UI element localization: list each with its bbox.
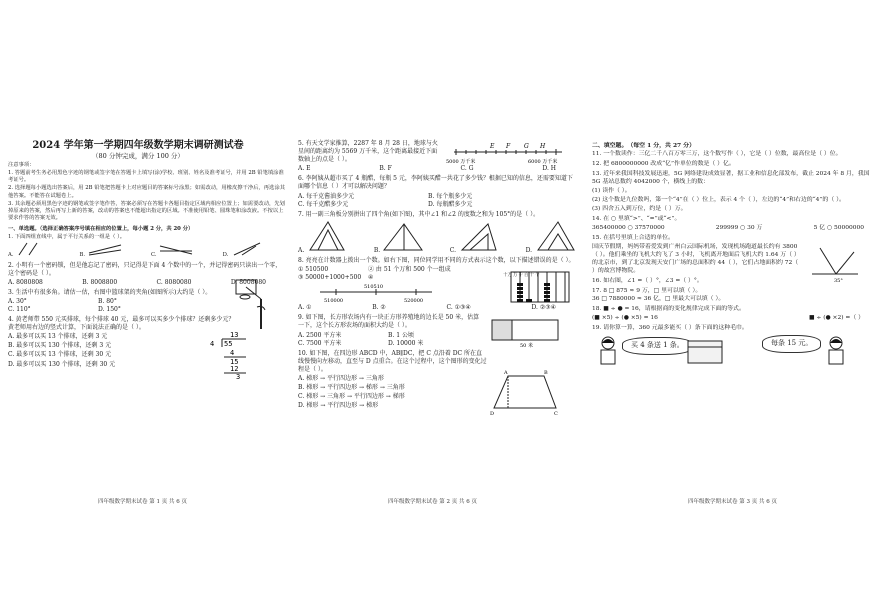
- page-1-column: [8, 162, 286, 381]
- option-c[interactable]: C. 8080080: [156, 278, 192, 286]
- point-label: F: [506, 143, 511, 150]
- question-text: 18. ■ ÷ ● = 16，请根据商的变化规律完成下面的等式。: [592, 306, 745, 313]
- option-d[interactable]: D. 梯形 → 平行四边形 → 梯形: [298, 402, 379, 410]
- vertex-label: C: [554, 410, 558, 416]
- svg-text:12: 12: [230, 365, 239, 374]
- option-b[interactable]: B.: [79, 242, 122, 259]
- speech-bubble: 买 4 条送 1 条。: [622, 337, 693, 354]
- triangle-ruler-icon: [382, 220, 424, 252]
- option-row: [298, 165, 576, 173]
- shopkeeper-figure-icon: [824, 335, 848, 369]
- option-d[interactable]: D.: [526, 220, 576, 255]
- axis-label: 510510: [364, 284, 384, 291]
- axis-label: 6000 万千米: [528, 159, 558, 165]
- svg-text:55: 55: [224, 340, 233, 349]
- notice-item: 2. 选择题每小题选出答案后，用 2B 铅笔把答题卡上对应题目的答案标号涂黑；如需改动，用橡皮擦干净后，再选涂其他答案。不能答在试题卷上。: [8, 185, 285, 199]
- question-17: [592, 288, 870, 305]
- point-label: E: [490, 143, 495, 150]
- question-text: 5. 有天文学家推算，2287 年 8 月 28 日，地球与火星间的距离约为 5569 万千米，这个距离最接近下面数轴上的点是（ ）。: [298, 140, 438, 164]
- angle-label: 35°: [834, 277, 843, 284]
- compare-row: [592, 225, 870, 233]
- question-text: 8. 亮亮在计数器上拨出一个数。如右下图，同位同学用不同的方式表示这个数，以下描述错误的是（ ）。: [298, 256, 575, 264]
- question-14: [592, 216, 870, 233]
- compare-item[interactable]: 299999 ○ 30 万: [715, 224, 763, 231]
- question-11: 11. 一个数读作：三亿二千八百万零三万，这个数写作（ ），它是（ ）位数，最高位是（ ）位。: [592, 150, 842, 157]
- farm-rectangle-figure: [490, 318, 570, 348]
- statement-list: [298, 266, 513, 282]
- question-text: 16. 如右图，∠1 =（ ）°，∠3 =（ ）°。: [592, 277, 703, 284]
- speech-bubble: 每条 15 元。: [762, 335, 821, 352]
- place-value-header: [503, 273, 540, 279]
- option-b[interactable]: B. 每个瓶多少元: [428, 192, 473, 200]
- question-text: 3. 生活中有很多角。请估一估，右图中篮球架的夹角(如图所示)大约是（ ）。: [8, 288, 212, 296]
- sub-question: (2) 这个数是九位数吗，第一个“4”在（ ）位上，表示 4 个（ ），左边的“4”和右边的“4”的（ ）。: [592, 196, 845, 203]
- number-line-figure: [316, 282, 436, 304]
- question-8: [298, 257, 576, 312]
- svg-text:13: 13: [230, 331, 239, 340]
- option-b[interactable]: B. 梯形 → 平行四边形 → 梯形 → 三角形: [298, 384, 405, 392]
- question-16: [592, 278, 870, 286]
- option-c[interactable]: C. ①③④: [446, 304, 471, 312]
- place-label: 十: [529, 272, 534, 278]
- svg-text:4: 4: [210, 340, 215, 349]
- section-heading: 一、单选题。（选择正确答案序号填在相应的位置上，每小题 2 分，共 20 分）: [8, 226, 194, 233]
- option-grid: [298, 193, 576, 209]
- question-text: 2. 小明有一个密码锁，但是他忘记了密码，只记得是下面 4 个数中的一个，并记得密码只读出一个零，这个密码是（ ）。: [8, 261, 282, 277]
- option-d[interactable]: D. 8008080: [230, 278, 266, 286]
- question-text: 13. 近年来我国科技发展迅速，5G 网络建设成效显著，据工业和信息化部发布，截止 2024 年 8 月，我国 5G 基站总数约 4042000 个，横线上的数：: [592, 170, 870, 185]
- option-b[interactable]: B. 最多可以买 130 个排球，还剩 3 元: [8, 342, 112, 350]
- option-d[interactable]: D. 最多可以买 130 个排球，还剩 30 元: [8, 360, 116, 368]
- triangle-ruler-icon: [306, 220, 348, 252]
- question-12: 12. 把 6800000000 改成“亿”作单位的数是（ ）亿。: [592, 160, 735, 167]
- line-pair-icon: [158, 242, 194, 256]
- statement: ③ 50000+1000+500: [298, 274, 362, 282]
- option-c[interactable]: C. G: [460, 165, 474, 173]
- option-a[interactable]: A. 梯形 → 平行四边形 → 三角形: [298, 374, 384, 382]
- page-3-column: [592, 140, 870, 377]
- option-a[interactable]: A.: [8, 242, 51, 259]
- question-6: [298, 175, 576, 208]
- question-18: [592, 306, 870, 323]
- question-text: 1. 下面四组直线中，属于平行关系的一组是（ ）。: [8, 234, 126, 241]
- triangle-ruler-icon: [458, 220, 500, 252]
- question-13: [592, 171, 870, 214]
- question-19: [592, 325, 870, 375]
- svg-text:3: 3: [236, 373, 241, 381]
- axis-label: 510000: [324, 298, 344, 305]
- option-a[interactable]: A. 30°: [8, 297, 27, 305]
- sub-question: (3) 四舍五入到万位，约是（ ）万。: [592, 205, 687, 212]
- child-figure-icon: [596, 335, 620, 369]
- option-c[interactable]: C. 110°: [8, 306, 31, 314]
- question-text: 17. 8 □ 875 ≈ 9 万，□ 里可以填（ ）。: [592, 287, 702, 294]
- question-text: 4. 黄老师带 550 元买排球，每个排球 40 元，最多可以买多少个排球？还剩多少元？ 黄老师用右边的竖式计算，下面说法正确的是（ ）。: [8, 316, 235, 332]
- equation[interactable]: ■ ÷ (● ×2) =（ ）: [808, 315, 864, 322]
- place-label: 百: [524, 272, 529, 278]
- notice-item: 1. 答题前考生务必用黑色字迹的钢笔或签字笔在答题卡上填写(涂)学校、班别、姓名及准考证号，并用 2B 铅笔填涂准考证号。: [8, 170, 284, 184]
- statement: ④: [368, 274, 374, 282]
- compare-item[interactable]: 5 亿 ○ 50000000: [813, 224, 864, 231]
- page-title: 2024 学年第一学期四年级数学期末调研测试卷: [32, 140, 244, 151]
- option-c[interactable]: C.: [450, 220, 500, 255]
- question-3: [8, 289, 286, 314]
- svg-text:15: 15: [230, 358, 239, 367]
- question-text: 14. 在 ○ 里填“>”、“=”或“<”。: [592, 215, 681, 222]
- question-4: [8, 316, 286, 381]
- option-c[interactable]: C. 每千克醋多少元: [298, 200, 349, 208]
- statement: ② 由 51 个万和 500 个一组成: [368, 266, 451, 274]
- option-d[interactable]: D.: [223, 242, 266, 259]
- option-d[interactable]: D. 150°: [98, 306, 121, 314]
- option-b[interactable]: B. 8008800: [82, 278, 118, 286]
- option-b[interactable]: B. 80°: [98, 297, 117, 305]
- page-2-column: [298, 140, 576, 416]
- section-heading: 二、填空题。（每空 1 分，共 27 分）: [592, 142, 695, 149]
- option-b[interactable]: B. 1 公顷: [388, 331, 414, 339]
- option-d[interactable]: D. 10000 米: [388, 339, 424, 347]
- option-a[interactable]: A. E: [298, 165, 311, 173]
- notice-heading: 注意事项：: [8, 162, 35, 168]
- question-text: 36 □ 7880000 ≈ 36 亿，□ 里最大可以填（ ）。: [592, 296, 725, 303]
- vertex-label: B: [544, 369, 548, 376]
- page-footer: 四年级数学期末试卷 第 3 页 共 6 页: [688, 499, 777, 505]
- page-footer: 四年级数学期末试卷 第 2 页 共 6 页: [388, 499, 477, 505]
- question-text: 15. 在括号里填上合适的单位。: [592, 234, 674, 241]
- option-c[interactable]: C.: [151, 242, 194, 259]
- option-c[interactable]: C. 最多可以买 13 个排球，还剩 30 元: [8, 351, 112, 359]
- option-b[interactable]: B. F: [379, 165, 392, 173]
- towel-icon: [684, 337, 728, 367]
- question-text: 7. 用一副三角板分别拼出了四个角(如下图)，其中∠1 和∠2 的度数之和为 105°的是（ ）。: [298, 210, 540, 218]
- sub-question: (1) 读作（ ）。: [592, 187, 631, 194]
- compare-item[interactable]: 365400000 ○ 37570000: [592, 224, 665, 231]
- option-grid: [8, 298, 208, 314]
- option-a[interactable]: A. 8080808: [8, 278, 43, 286]
- statement: ① 510500: [298, 266, 329, 274]
- question-7: [298, 211, 576, 255]
- option-row: [298, 220, 576, 255]
- passage: 国庆节假期，妈妈带着爱发到广州白云国际机场，发现机场跑道最长约有 3800（ ）。他们乘坐的飞机大约飞了 3 小时，飞机离开地面后飞机大约 1.64 万（ ）的北京市，到了北京发现天安门广场的总面积约 44（ ），它们占地面积约 72（ ）的故宫博物院。: [592, 243, 800, 274]
- axis-label: 520000: [404, 298, 424, 305]
- point-label: H: [540, 143, 546, 150]
- question-text: 10. 如下图，在四边形 ABCD 中，AB∥DC，把 C 点沿着 DC 所在直线慢慢向左移动，直至与 D 点重合。在这个过程中，这个图形的变化过程是（ ）。: [298, 349, 487, 373]
- option-row: [8, 242, 286, 259]
- option-a[interactable]: A. ①: [298, 304, 312, 312]
- vertex-label: A: [504, 369, 508, 376]
- place-label: 万: [513, 272, 518, 278]
- line-pair-icon: [230, 242, 266, 256]
- question-text: 19. 请你算一算，360 元最多能买（ ）条下面的这种毛巾。: [592, 325, 748, 332]
- svg-text:4: 4: [230, 349, 235, 358]
- question-9: [298, 314, 576, 347]
- option-b[interactable]: B.: [374, 220, 424, 255]
- page-subtitle: （80 分钟完成，满分 100 分）: [92, 152, 184, 160]
- question-text: 6. 李阿姨从超市买了 4 瓶醋，每瓶 5 元，李阿姨买醋一共花了多少钱？根据已知的信息，还需要知道下面哪个信息（ ）才可以解决问题？: [298, 175, 573, 191]
- option-d[interactable]: D. ②③④: [531, 304, 556, 312]
- vertex-label: D: [490, 410, 495, 416]
- option-d[interactable]: D. H: [542, 165, 556, 173]
- long-division-figure: [208, 330, 248, 380]
- equation: (■ ×5) ÷ (● ×5) = 16: [592, 315, 658, 322]
- point-label: G: [524, 143, 529, 150]
- option-c[interactable]: C. 7500 平方米: [298, 339, 342, 347]
- option-c[interactable]: C. 梯形 → 三角形 → 平行四边形 → 梯形: [298, 393, 405, 401]
- question-text: 9. 如下图，长方形农场内有一块正方形养殖地的边长是 50 米，估算一下，这个长方形农场的面积大约是（ ）。: [298, 314, 480, 330]
- triangle-ruler-icon: [534, 220, 576, 252]
- equation-row: [592, 315, 870, 323]
- place-label: 千: [518, 272, 523, 278]
- question-10: [298, 349, 576, 416]
- axis-label: 5000 万千米: [446, 159, 476, 165]
- page-footer: 四年级数学期末试卷 第 1 页 共 6 页: [98, 499, 187, 505]
- option-a[interactable]: A. 2500 平方米: [298, 331, 342, 339]
- place-label: 个: [535, 272, 540, 278]
- place-label: 十万: [503, 272, 512, 278]
- option-a[interactable]: A. 最多可以买 13 个排球，还剩 3 元: [8, 333, 108, 341]
- option-d[interactable]: D. 每瓶醋多少元: [428, 200, 473, 208]
- line-pair-icon: [15, 242, 51, 256]
- option-a[interactable]: A. 每千克酱油多少元: [298, 192, 355, 200]
- option-a[interactable]: A.: [298, 220, 348, 255]
- angle-figure: [810, 244, 860, 284]
- dimension-label: 50 米: [520, 343, 533, 349]
- notice-item: 3. 其余题必须用黑色字迹的钢笔或签字笔作答，答案必须写在答题卡各题目指定区域内相应位置上；如需要改动，先划掉原来的答案，然后再写上新的答案，改动的答案也不能超出指定的区域。不准使用铅笔、圆珠笔和涂改液。不按以上要求作答的答案无效。: [8, 200, 285, 221]
- question-5: [298, 140, 576, 173]
- option-b[interactable]: B. ②: [372, 304, 386, 312]
- number-line-figure: [446, 140, 566, 166]
- trapezoid-figure: [486, 368, 562, 416]
- question-1: [8, 234, 286, 259]
- line-pair-icon: [87, 242, 123, 256]
